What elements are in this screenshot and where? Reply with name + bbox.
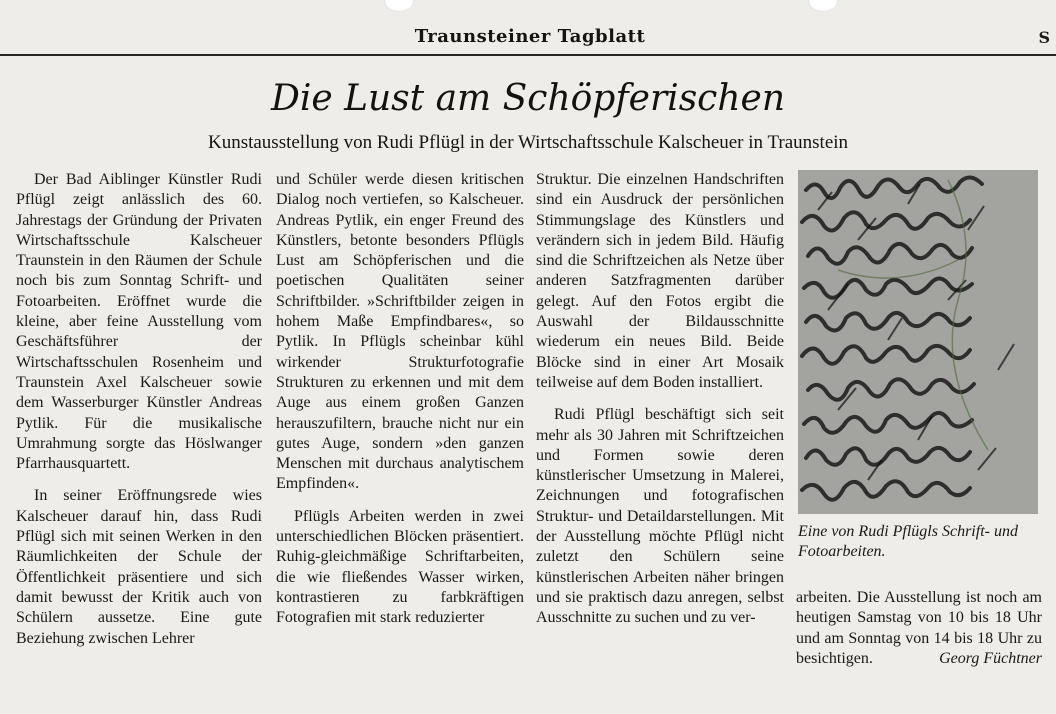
author-byline: Georg Füchtner (939, 649, 1042, 667)
paragraph: In seiner Eröffnungsrede wies Kalscheuer darauf hin, dass Rudi Pflügl sich mit seinen Werken in den Räumlichkeiten der Schule der Öffentlichkeit präsentiere und sich damit bewusst der Kritik auch von Schülern aussetze. Eine gute Beziehung zwischen Lehrer (16, 487, 262, 647)
calligraphy-artwork-image (798, 170, 1038, 514)
paragraph: Struktur. Die einzelnen Handschriften sind ein Ausdruck der persönlichen Stimmungslage des Künstlers und verändern sich in jedem Bild. Häufig sind die Schriftzeichen als Netze über anderen Satzfragmenten darüber gelegt. Auf den Fotos ergibt die Auswahl der Bildausschnitte wiederum ein neues Bild. Beide Blöcke sind in einer Art Mosaik teilweise auf dem Boden installiert. (536, 171, 784, 391)
text-column-1 (16, 170, 262, 649)
article-headline: Die Lust am Schöpferischen (270, 78, 786, 119)
newspaper-title: Traunsteiner Tagblatt (414, 26, 646, 47)
punch-hole (808, 0, 838, 12)
page-marker: S (1038, 28, 1050, 47)
text-column-4 (796, 588, 1042, 669)
text-column-2 (276, 170, 524, 629)
paragraph-text: arbeiten. Die Ausstellung ist noch am heutigen Samstag von 10 bis 18 Uhr und am Sonntag von 14 bis 18 Uhr zu besichtigen. (796, 589, 1042, 667)
masthead (0, 26, 1056, 56)
punch-hole (384, 0, 414, 12)
paragraph: Der Bad Aiblinger Künstler Rudi Pflügl zeigt anlässlich des 60. Jahrestags der Gründung der Privaten Wirtschaftsschule Kalscheuer Traunstein in den Räumen der Schule noch bis zum Sonntag Schrift- und Fotoarbeiten. Eröffnet wurde die kleine, aber feine Ausstellung vom Geschäftsführer der Wirtschaftsschulen Rosenheim und Traunstein Axel Kalscheuer sowie dem Wasserburger Künstler Andreas Pytlik. Für die musikalische Umrahmung sorgte das Höslwanger Pfarrhausquartett. (16, 171, 262, 473)
article-subheadline: Kunstausstellung von Rudi Pflügl in der Wirtschaftsschule Kalscheuer in Traunstein (207, 132, 849, 153)
text-column-3 (536, 170, 784, 629)
paragraph: und Schüler werde diesen kritischen Dialog noch vertiefen, so Kalscheuer. Andreas Pytlik, ein enger Freund des Künstlers, betonte besonders Pflügls Lust am Schöpferischen und die poetischen Qualitäten seiner Schriftbilder. »Schriftbilder zeigen in hohem Maße Empfindbares«, so Pytlik. In Pflügls scheinbar kühl wirkender Strukturfotografie Strukturen zu erkennen und mit dem Auge aus einem großen Ganzen herauszufiltern, brauche nicht nur ein gutes Auge, sondern »den ganzen Menschen mit durchaus analytischem Empfinden«. (276, 171, 524, 493)
paragraph (796, 588, 1042, 669)
artwork-photo (798, 170, 1038, 514)
paragraph: Rudi Pflügl beschäftigt sich seit mehr als 30 Jahren mit Schriftzeichen und Formen sowie deren künstlerischer Umsetzung in Malerei, Zeichnungen und fotografischen Struktur- und Detaildarstellungen. Mit der Ausstellung möchte Pflügl nicht zuletzt den Schülern seine künstlerischen Arbeiten näher bringen und sie praktisch dazu anregen, selbst Ausschnitte zu suchen und zu ver- (536, 406, 784, 627)
paragraph: Pflügls Arbeiten werden in zwei unterschiedlichen Blöcken präsentiert. Ruhig-gleichmäßige Schriftarbeiten, die wie fließendes Wasser wirken, kontrastieren zu farbkräftigen Fotografien mit stark reduzierter (276, 507, 524, 627)
photo-caption: Eine von Rudi Pflügls Schrift- und Fotoarbeiten. (798, 523, 1018, 560)
